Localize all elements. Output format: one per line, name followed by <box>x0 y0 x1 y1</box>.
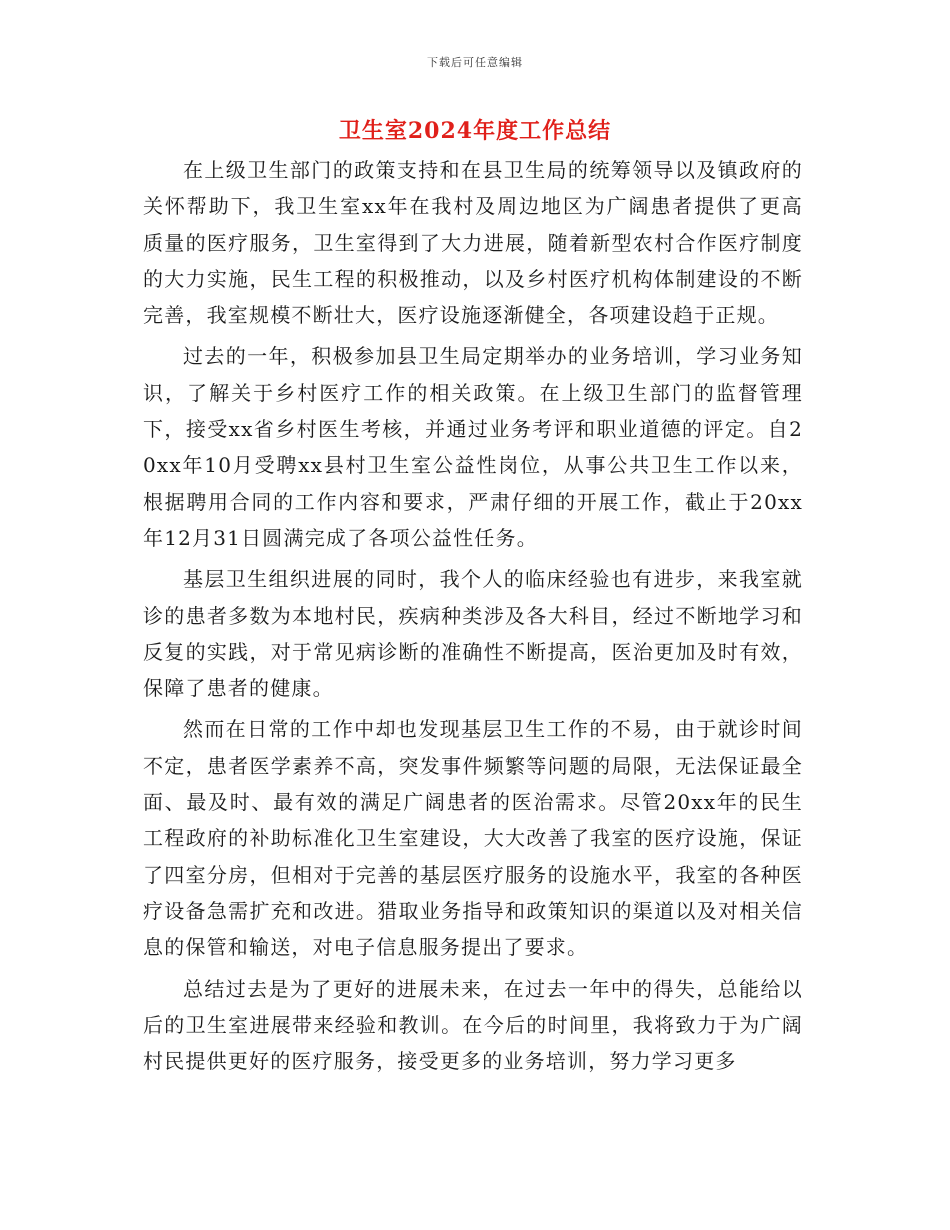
document-body <box>143 152 803 1084</box>
paragraph-2: 过去的一年，积极参加县卫生局定期举办的业务培训，学习业务知识，了解关于乡村医疗工作的相关政策。在上级卫生部门的监督管理下，接受xx省乡村医生考核，并通过业务考评和职业道德的评定。自20xx年10月受聘xx县村卫生室公益性岗位，从事公共卫生工作以来，根据聘用合同的工作内容和要求，严肃仔细的开展工作，截止于20xx年12月31日圆满完成了各项公益性任务。 <box>143 344 803 550</box>
download-note: 下载后可任意编辑 <box>427 56 523 69</box>
document-title: 卫生室2024年度工作总结 <box>338 118 612 144</box>
paragraph-1: 在上级卫生部门的政策支持和在县卫生局的统筹领导以及镇政府的关怀帮助下，我卫生室xx年在我村及周边地区为广阔患者提供了更高质量的医疗服务，卫生室得到了大力进展，随着新型农村合作医疗制度的大力实施，民生工程的积极推动，以及乡村医疗机构体制建设的不断完善，我室规模不断壮大，医疗设施逐渐健全，各项建设趋于正规。 <box>143 158 803 328</box>
paragraph-4: 然而在日常的工作中却也发现基层卫生工作的不易，由于就诊时间不定，患者医学素养不高，突发事件频繁等问题的局限，无法保证最全面、最及时、最有效的满足广阔患者的医治需求。尽管20xx年的民生工程政府的补助标准化卫生室建设，大大改善了我室的医疗设施，保证了四室分房，但相对于完善的基层医疗服务的设施水平，我室的各种医疗设备急需扩充和改进。猎取业务指导和政策知识的渠道以及对相关信息的保管和输送，对电子信息服务提出了要求。 <box>143 717 803 960</box>
paragraph-3: 基层卫生组织进展的同时，我个人的临床经验也有进步，来我室就诊的患者多数为本地村民，疾病种类涉及各大科目，经过不断地学习和反复的实践，对于常见病诊断的准确性不断提高，医治更加及时有效，保障了患者的健康。 <box>143 567 803 701</box>
paragraph-5: 总结过去是为了更好的进展未来，在过去一年中的得失，总能给以后的卫生室进展带来经验和教训。在今后的时间里，我将致力于为广阔村民提供更好的医疗服务，接受更多的业务培训，努力学习更多 <box>143 976 803 1074</box>
